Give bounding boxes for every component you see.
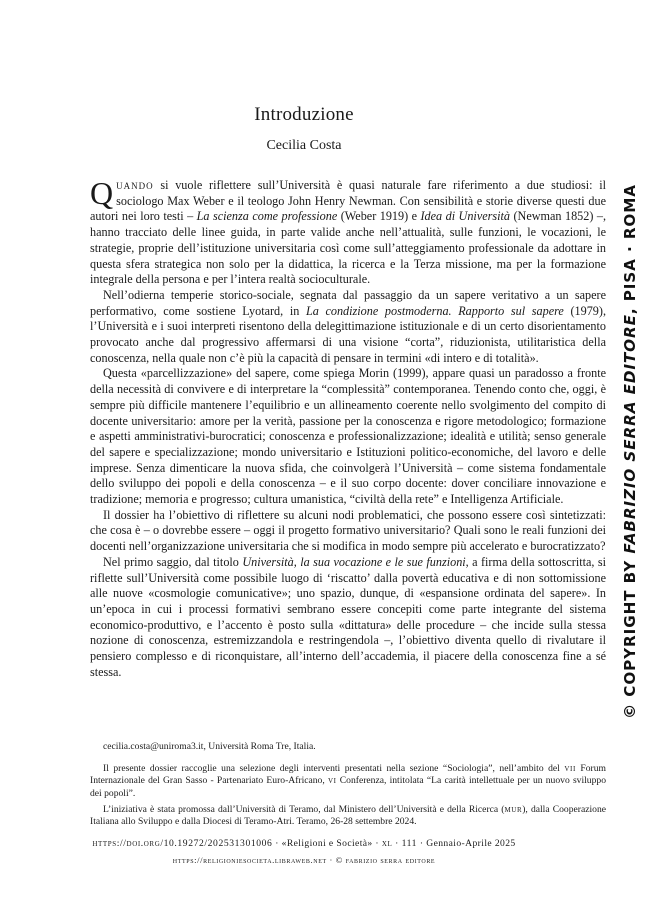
paragraph-3: Questa «parcellizzazione» del sapere, come spiega Morin (1999), appare quasi un paradosso a fronte della necessità di convivere e di interpretare la “complessità” contemporanea. Tenendo conto che, oggi, è sempre più difficile mantenere l’equilibrio e un allineamento coerente nello svolgimento del compito di docente universitario: amore per la verità, passione per la conoscenza e rigore metodologico; formazione e aspetti amministrativi-burocratici; conoscenza e professionalizzazione; idealità e utilità; senso generale del sapere e specializzazione; mondo universitario e Istituzioni politico-economiche, del lavoro e delle imprese. Senza dimenticare la nuova sfida, che coinvolgerà l’Università – come sistema fondamentale dello sviluppo dei popoli e della conoscenza – e il suo corpo docente: dover conciliare innovazione e tradizione; memoria e progresso; cultura umanistica, “civiltà della rete” e Intelligenza Artificiale.	[90, 366, 606, 507]
drop-cap: Q	[90, 175, 114, 211]
footnote-text: ), dalla Cooperazione Italiana allo Sviluppo e dalla Diocesi di Teramo-Atri. Teramo, 26-28 settembre 2024.	[90, 803, 607, 828]
roman-numeral: vii	[564, 763, 576, 775]
book-title: Idea di Università	[420, 209, 510, 224]
paragraph-4: Il dossier ha l’obiettivo di riflettere su alcuni nodi problematici, che possono essere così sintetizzati: che cosa è – o dovrebbe essere – oggi il progetto formativo universitario? Quali sono le reali funzioni dei docenti nell’organizzazione universitaria che si modifica in modo sempre più accelerato e burocratizzato?	[90, 507, 606, 554]
paragraph-1	[90, 175, 607, 288]
paragraph-text: (1979), l’Università e i suoi interpreti risentono della delegittimazione istituzionale e di un certo disorientamento provocato anche dal progressivo affermarsi di una visione “corta”, riduzionista, utilitaristica della conoscenza, nella quale non c’è più la capacità di pensare in termini «di intero e di totalità».	[90, 303, 607, 365]
copyright-suffix: , PISA · ROMA	[621, 184, 639, 315]
separator: ·	[392, 838, 402, 849]
footnote-text: Conferenza, intitolata “La carità intellettuale per un nuovo sviluppo dei popoli”.	[90, 775, 606, 799]
website-footer[interactable]: https://religioniesocieta.libraweb.net · © fabrizio serra editore	[172, 855, 436, 865]
footnote-text: Il presente dossier raccoglie una selezione degli interventi presentati nella sezione “Sociologia”, nell’ambito del	[103, 763, 565, 775]
copyright-prefix: © COPYRIGHT BY	[621, 553, 639, 719]
opening-smallcaps: uando	[116, 178, 154, 192]
footnotes	[90, 741, 606, 832]
book-title: La condizione postmoderna. Rapporto sul sapere	[305, 303, 564, 318]
author-affiliation: cecilia.costa@uniroma3.it, Università Roma Tre, Italia.	[103, 741, 316, 752]
paragraph-2	[90, 288, 606, 367]
paragraph-text: , a firma della sottoscritta, si riflette sull’Università come possibile luogo di ‘riscatto’ dalla povertà educativa e di non sottomissione alle nuove «cosmologie comunicative»; uno spazio, dunque, di «espansione ordinata del sapere». In un’epoca in cui i processi formativi sembrano essere concepiti come parte integrante del sistema economico-produttivo, e l’accento è posto sulla «dittatura» delle procedure – che incide sulla stessa nozione di conoscenza, estremizzandola e restringendola –, l’obiettivo diventa quello di rivalutare il pensiero complesso e di riconquistare, all’interno dell’accademia, il piacere della conoscenza fine a sé stessa.	[90, 554, 606, 679]
essay-title: Università, la sua vocazione e le sue funzioni	[242, 554, 466, 569]
paragraph-5	[90, 555, 606, 681]
footnote-2	[90, 804, 606, 828]
paragraph-text: (Weber 1919) e	[337, 209, 421, 224]
footnote-text: L’iniziativa è stata promossa dall’Università di Teramo, dal Ministero dell’Università e della Ricerca (	[103, 803, 505, 815]
paragraph-text: si vuole riflettere sull’Università è quasi naturale fare riferimento a due studiosi: il sociologo Max Weber e il teologo John Henry Newman. Con sensibilità e storie diverse questi due autori nei loro testi –	[90, 178, 606, 224]
author-name: Cecilia Costa	[266, 138, 342, 153]
journal-name: · «Religioni e Società» ·	[272, 838, 382, 849]
copyright-vertical	[621, 184, 639, 719]
issue-number: 111	[401, 838, 418, 849]
footnote-1	[90, 763, 606, 800]
doi-link[interactable]: https://doi.org/10.19272/202531301006	[92, 838, 273, 849]
acronym: mur	[504, 803, 523, 815]
volume-number: xl	[381, 838, 393, 849]
publisher-name: FABRIZIO SERRA EDITORE	[621, 314, 639, 554]
citation-footer	[0, 838, 608, 849]
paragraph-text: Nel primo saggio, dal titolo	[103, 554, 243, 569]
article-body	[90, 175, 607, 681]
issue-date: · Gennaio-Aprile 2025	[417, 838, 516, 849]
book-title: La scienza come professione	[196, 209, 338, 224]
article-title: Introduzione	[254, 104, 354, 125]
paragraph-text: Nell’odierna temperie storico-sociale, segnata dal passaggio da un sapere veritativo a un sapere performativo, come sostiene Lyotard, in	[90, 287, 606, 318]
paragraph-text: (Newman 1852) –, hanno tracciato delle linee guida, in parte valide anche nell’attualità, sulle funzioni, le vocazioni, le strategie, proprie dell’istituzione universitaria così come sull’atteggiamento professionale da adottare in questa sfera strategica non solo per la didattica, la ricerca e la Terza missione, ma per la formazione integrale della persona e per l’intera realtà socioculturale.	[90, 209, 607, 287]
roman-numeral: vi	[327, 775, 337, 787]
footnote-text: Forum Internazionale del Gran Sasso - Partenariato Euro-Africano,	[90, 763, 606, 787]
